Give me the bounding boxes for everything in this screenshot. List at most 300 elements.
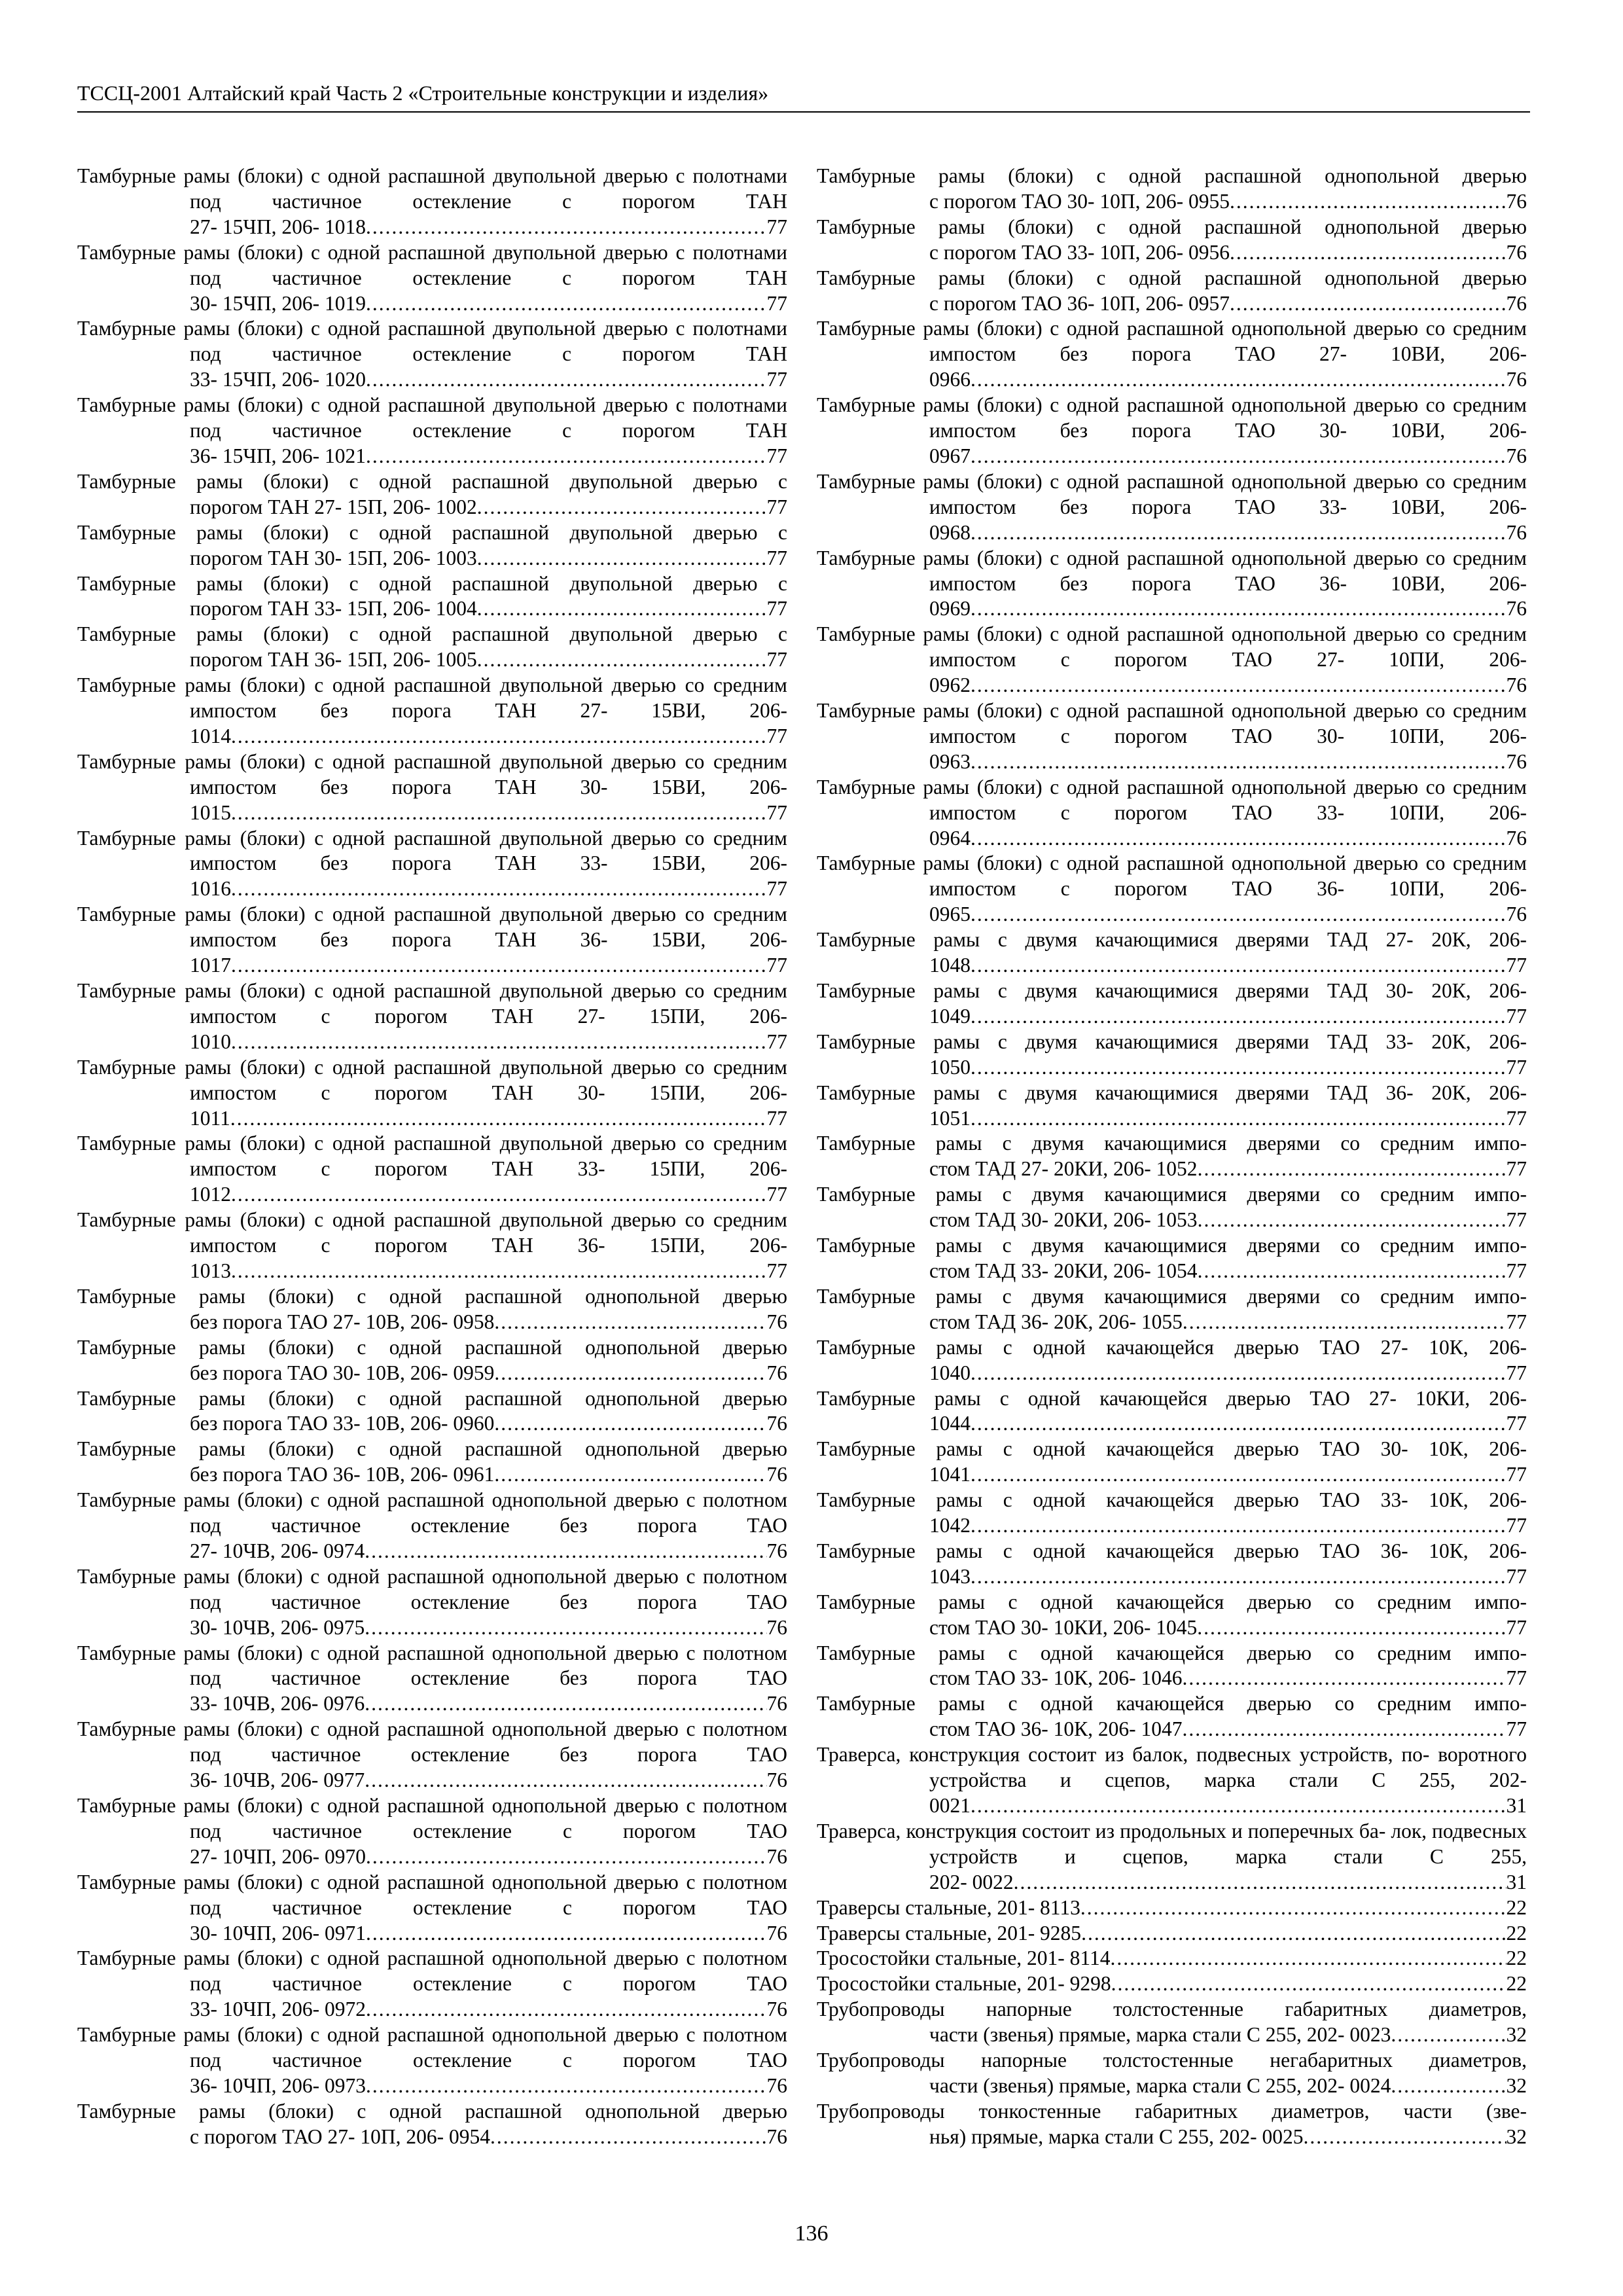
leader-dots — [971, 1462, 1507, 1488]
index-entry-text: Тамбурные рамы с двумя качающимися дверями ТАД 33- 20К, 206- — [817, 1030, 1527, 1053]
index-entry-text: Тамбурные рамы (блоки) с одной распашной двупольной дверью с полотнами под частичное остекление с порогом ТАН — [77, 164, 787, 213]
index-entry-text: Тамбурные рамы с одной качающейся дверью ТАО 27- 10КИ, 206- — [817, 1386, 1527, 1410]
index-entry-text: Тамбурные рамы (блоки) с одной распашной двупольной дверью с — [77, 469, 787, 493]
index-entry-reference: 30- 10ЧВ, 206- 0975 — [190, 1615, 365, 1639]
leader-dots — [477, 596, 767, 622]
index-entry-page: 77 — [766, 1030, 787, 1053]
index-entry-last-line — [929, 1870, 1527, 1895]
index-entry — [77, 571, 787, 622]
index-entry-last-line — [929, 1717, 1527, 1742]
index-entry-text: Тамбурные рамы (блоки) с одной распашной однопольной дверью с полотном под частичное остекление с порогом ТАО — [77, 1794, 787, 1842]
index-entry-reference: 1016 — [190, 877, 231, 901]
index-entry-text: Трубопроводы напорные толстостенные негабаритных диаметров, — [817, 2049, 1527, 2072]
index-entry-text: Тамбурные рамы (блоки) с одной распашной однопольной дверью со средним импостом без порога ТАО 36- 10ВИ, 206- — [817, 546, 1527, 595]
index-entry-last-line — [190, 1844, 787, 1870]
leader-dots — [1391, 2022, 1506, 2048]
page-number: 136 — [794, 2221, 829, 2246]
index-entry-reference: без порога ТАО 36- 10В, 206- 0961 — [190, 1463, 495, 1486]
index-entry-page: 77 — [1506, 954, 1527, 977]
leader-dots — [494, 1411, 766, 1437]
index-entry-reference: 1017 — [190, 954, 231, 977]
index-entry-page: 77 — [766, 954, 787, 977]
index-entry-reference: 33- 10ЧП, 206- 0972 — [190, 1998, 366, 2021]
index-entry-reference: 30- 10ЧП, 206- 0971 — [190, 1921, 366, 1945]
index-entry-page: 77 — [766, 291, 787, 315]
index-entry-reference: Траверсы стальные, 201- 9285 — [817, 1921, 1082, 1945]
index-entry-reference: Тросостойки стальные, 201- 9298 — [817, 1972, 1111, 1996]
index-entry-text: Тамбурные рамы (блоки) с одной распашной двупольной дверью с полотнами под частичное остекление с порогом ТАН — [77, 317, 787, 366]
leader-dots — [1183, 1717, 1507, 1742]
index-entry-page: 76 — [1506, 749, 1527, 773]
leader-dots — [1183, 1666, 1507, 1691]
index-entry-text: Тамбурные рамы (блоки) с одной распашной двупольной дверью со средним импостом с порогом ТАН 30- 15ПИ, 206- — [77, 1055, 787, 1104]
index-entry-page: 22 — [1506, 1921, 1527, 1945]
index-entry-last-line — [929, 2073, 1527, 2099]
index-entry-last-line — [190, 2125, 787, 2150]
index-entry — [77, 902, 787, 978]
index-entry-page: 76 — [1506, 189, 1527, 213]
index-entry-text: Тамбурные рамы (блоки) с одной распашной двупольной дверью с — [77, 622, 787, 646]
index-entry — [77, 673, 787, 749]
index-entry-text: Тамбурные рамы (блоки) с одной распашной двупольной дверью с полотнами под частичное остекление с порогом ТАН — [77, 240, 787, 289]
index-entry-last-line — [929, 520, 1527, 546]
index-entry — [817, 215, 1527, 266]
index-entry-text: Тамбурные рамы (блоки) с одной распашной однопольной дверью — [77, 1284, 787, 1308]
index-entry-last-line — [929, 240, 1527, 266]
index-entry-last-line — [190, 724, 787, 749]
index-entry-page: 76 — [766, 2073, 787, 2097]
leader-dots — [230, 1106, 767, 1132]
index-entry-reference: 1043 — [929, 1564, 971, 1588]
index-entry — [817, 266, 1527, 317]
index-entry-last-line — [929, 1564, 1527, 1590]
leader-dots — [494, 1462, 766, 1488]
index-entry-page: 76 — [766, 1692, 787, 1715]
index-entry — [817, 1081, 1527, 1132]
index-entry-page: 77 — [766, 597, 787, 620]
index-entry — [817, 1997, 1527, 2048]
index-entry-last-line — [190, 367, 787, 393]
index-entry-last-line — [190, 546, 787, 571]
index-entry-text: Трубопроводы тонкостенные габаритных диаметров, части (зве- — [817, 2099, 1527, 2123]
leader-dots — [1230, 291, 1506, 317]
index-entry — [817, 1488, 1527, 1539]
index-entry-text: Тамбурные рамы (блоки) с одной распашной однопольной дверью с полотном под частичное остекление без порога ТАО — [77, 1488, 787, 1537]
index-entry-text: Тамбурные рамы с двумя качающимися дверями ТАД 30- 20К, 206- — [817, 979, 1527, 1002]
leader-dots — [1198, 1259, 1507, 1284]
index-entry-page: 77 — [1506, 1564, 1527, 1588]
index-entry-last-line — [817, 1895, 1527, 1921]
index-entry-last-line — [190, 1462, 787, 1488]
index-entry — [817, 393, 1527, 469]
index-entry-page: 77 — [1506, 1412, 1527, 1435]
index-entry-reference: 36- 10ЧП, 206- 0973 — [190, 2073, 366, 2097]
index-entry-last-line — [929, 1259, 1527, 1284]
index-entry-text: Тамбурные рамы с двумя качающимися дверями со средним импо- — [817, 1284, 1527, 1308]
running-header — [77, 72, 1530, 113]
index-entry-last-line — [190, 1259, 787, 1284]
index-entry — [77, 2022, 787, 2099]
index-entry-text: Тамбурные рамы с двумя качающимися дверями со средним импо- — [817, 1132, 1527, 1155]
index-entry-reference: 202- 0022 — [929, 1870, 1014, 1893]
index-entry-last-line — [190, 1691, 787, 1717]
index-entry-last-line — [929, 953, 1527, 978]
index-entry — [77, 240, 787, 317]
leader-dots — [971, 826, 1507, 852]
index-entry-text: Тамбурные рамы с двумя качающимися дверями ТАД 27- 20К, 206- — [817, 928, 1527, 952]
index-entry-page: 77 — [766, 800, 787, 824]
index-entry-page: 77 — [766, 546, 787, 569]
index-entry-page: 76 — [1506, 368, 1527, 391]
index-entry-page: 31 — [1506, 1794, 1527, 1817]
leader-dots — [1198, 1157, 1507, 1182]
index-entry — [817, 1742, 1527, 1819]
index-entry-last-line — [190, 876, 787, 902]
index-entry-text: Тамбурные рамы (блоки) с одной распашной однопольной дверью с полотном под частичное остекление с порогом ТАО — [77, 1870, 787, 1919]
index-entry-reference: 0962 — [929, 673, 971, 697]
leader-dots — [1230, 240, 1506, 266]
leader-dots — [971, 367, 1507, 393]
leader-dots — [971, 596, 1507, 622]
leader-dots — [366, 2073, 767, 2099]
index-entry-last-line — [929, 444, 1527, 469]
index-entry-text: Тамбурные рамы с одной качающейся дверью со средним импо- — [817, 1641, 1527, 1664]
index-entry-last-line — [190, 1921, 787, 1946]
leader-dots — [971, 902, 1507, 927]
index-entry-reference: 1044 — [929, 1412, 971, 1435]
index-entry-last-line — [929, 1055, 1527, 1081]
index-entry-reference: 1014 — [190, 724, 231, 747]
leader-dots — [1111, 1971, 1507, 1997]
index-entry-reference: с порогом ТАО 33- 10П, 206- 0956 — [929, 240, 1230, 264]
index-entry-page: 77 — [1506, 1310, 1527, 1333]
index-entry — [77, 1793, 787, 1870]
index-entry — [817, 1386, 1527, 1437]
index-entry-page: 76 — [766, 1768, 787, 1792]
index-entry-page: 76 — [766, 1310, 787, 1333]
index-entry-page: 76 — [766, 1844, 787, 1868]
leader-dots — [1303, 2125, 1506, 2150]
index-entry-last-line — [929, 596, 1527, 622]
index-entry-last-line — [190, 1997, 787, 2022]
index-entry-reference: с порогом ТАО 27- 10П, 206- 0954 — [190, 2125, 491, 2148]
leader-dots — [365, 1768, 766, 1793]
index-entry-reference: порогом ТАН 27- 15П, 206- 1002 — [190, 495, 477, 518]
index-entry-last-line — [929, 673, 1527, 698]
index-entry — [817, 164, 1527, 215]
index-entry-page: 22 — [1506, 1972, 1527, 1996]
index-entry-page: 32 — [1506, 2125, 1527, 2148]
index-entry — [817, 851, 1527, 927]
index-entry-page: 76 — [1506, 903, 1527, 926]
index-entry-reference: 1015 — [190, 800, 231, 824]
index-entry-text: Тамбурные рамы (блоки) с одной распашной однопольной дверью со средним импостом с порогом ТАО 27- 10ПИ, 206- — [817, 622, 1527, 672]
leader-dots — [1080, 1895, 1507, 1921]
index-entry-page: 76 — [1506, 520, 1527, 544]
index-entry-reference: 1040 — [929, 1361, 971, 1384]
index-entry-page: 77 — [766, 1259, 787, 1282]
index-entry-page: 31 — [1506, 1870, 1527, 1893]
leader-dots — [971, 953, 1507, 978]
index-entry — [817, 698, 1527, 775]
leader-dots — [971, 749, 1507, 775]
index-entry — [77, 1717, 787, 1793]
index-entry-text: Тамбурные рамы с двумя качающимися дверями ТАД 36- 20К, 206- — [817, 1081, 1527, 1104]
index-entry — [817, 1895, 1527, 1921]
index-entry — [817, 2048, 1527, 2099]
header-title: ТССЦ-2001 Алтайский край Часть 2 «Строительные конструкции и изделия» — [77, 81, 769, 105]
index-entry-page: 76 — [766, 1412, 787, 1435]
index-entry-last-line — [929, 2125, 1527, 2150]
index-entry — [77, 316, 787, 393]
index-entry-page: 76 — [766, 1539, 787, 1562]
index-entry-page: 77 — [1506, 1157, 1527, 1181]
index-entry-text: Тамбурные рамы (блоки) с одной распашной однопольной дверью со средним импостом с порогом ТАО 36- 10ПИ, 206- — [817, 852, 1527, 901]
index-entry — [817, 1539, 1527, 1590]
index-entry-reference: 0021 — [929, 1794, 971, 1817]
index-entry — [77, 1055, 787, 1132]
index-entry-reference: стом ТАД 27- 20КИ, 206- 1052 — [929, 1157, 1198, 1181]
leader-dots — [365, 1539, 766, 1564]
index-entry-last-line — [190, 1539, 787, 1564]
index-entry-last-line — [929, 291, 1527, 317]
index-entry-text: Тамбурные рамы (блоки) с одной распашной однопольной дверью с полотном под частичное остекление без порога ТАО — [77, 1564, 787, 1613]
leader-dots — [366, 291, 767, 317]
index-entry-reference: 1042 — [929, 1514, 971, 1537]
index-entry-page: 77 — [766, 495, 787, 518]
index-entry-text: Траверса, конструкция состоит из продольных и поперечных ба- лок, подвесных устройств и сцепов, марка стали С 255, — [817, 1819, 1527, 1868]
leader-dots — [971, 1361, 1507, 1386]
index-entry — [817, 1921, 1527, 1946]
leader-dots — [231, 724, 767, 749]
index-column-left — [77, 164, 787, 2150]
leader-dots — [365, 1615, 766, 1641]
index-entry-last-line — [190, 2073, 787, 2099]
index-entry-page: 76 — [766, 1998, 787, 2021]
index-entry — [817, 1284, 1527, 1335]
index-entry — [77, 1641, 787, 1717]
leader-dots — [971, 1004, 1507, 1030]
index-entry — [77, 1437, 787, 1488]
index-entry-reference: 1012 — [190, 1183, 231, 1206]
leader-dots — [1198, 1208, 1507, 1233]
index-entry-last-line — [190, 1310, 787, 1335]
index-entry — [817, 927, 1527, 978]
index-entry — [77, 393, 787, 469]
index-entry-text: Тамбурные рамы (блоки) с одной распашной однопольной дверью — [77, 2099, 787, 2123]
index-entry-text: Тамбурные рамы (блоки) с одной распашной двупольной дверью со средним импостом с порогом ТАН 27- 15ПИ, 206- — [77, 979, 787, 1028]
leader-dots — [494, 1310, 766, 1335]
leader-dots — [231, 1259, 767, 1284]
index-entry — [817, 316, 1527, 393]
index-entry-text: Тамбурные рамы (блоки) с одной распашной двупольной дверью с — [77, 520, 787, 544]
index-entry — [817, 1335, 1527, 1386]
index-entry-text: Траверса, конструкция состоит из балок, подвесных устройств, по- воротного устройства и сцепов, марка стали С 255, 202- — [817, 1743, 1527, 1792]
index-entry-page: 77 — [766, 877, 787, 901]
index-entry-page: 76 — [1506, 673, 1527, 697]
index-entry-page: 77 — [1506, 1259, 1527, 1282]
leader-dots — [477, 546, 767, 571]
index-entry-reference: стом ТАО 36- 10К, 206- 1047 — [929, 1717, 1183, 1741]
index-entry-page: 76 — [1506, 826, 1527, 850]
leader-dots — [971, 1106, 1507, 1132]
leader-dots — [231, 953, 767, 978]
index-entry-reference: 27- 10ЧВ, 206- 0974 — [190, 1539, 365, 1562]
index-entry-page: 77 — [1506, 1208, 1527, 1232]
index-entry-last-line — [929, 367, 1527, 393]
index-entry-page: 32 — [1506, 2073, 1527, 2097]
leader-dots — [971, 520, 1507, 546]
index-entry-page: 77 — [1506, 1361, 1527, 1384]
index-entry-text: Тамбурные рамы с одной качающейся дверью ТАО 33- 10К, 206- — [817, 1488, 1527, 1512]
index-entry-text: Тамбурные рамы (блоки) с одной распашной однопольной дверью с полотном под частичное остекление без порога ТАО — [77, 1717, 787, 1767]
leader-dots — [971, 1564, 1507, 1590]
index-entry-page: 76 — [766, 2125, 787, 2148]
leader-dots — [490, 2125, 766, 2150]
index-entry-page: 77 — [1506, 1615, 1527, 1639]
index-entry-reference: 36- 15ЧП, 206- 1021 — [190, 444, 366, 467]
leader-dots — [971, 1793, 1507, 1819]
index-entry-reference: 36- 10ЧВ, 206- 0977 — [190, 1768, 365, 1792]
leader-dots — [366, 215, 767, 240]
index-entry-reference: 0965 — [929, 903, 971, 926]
index-entry-reference: 1051 — [929, 1106, 971, 1130]
index-entry-text: Тамбурные рамы (блоки) с одной распашной однопольной дверью — [77, 1386, 787, 1410]
index-entry — [77, 622, 787, 673]
index-column-right — [817, 164, 1527, 2150]
index-entry-page: 77 — [1506, 1463, 1527, 1486]
index-entry — [817, 1182, 1527, 1233]
index-entry-text: Тамбурные рамы (блоки) с одной распашной однопольной дверью — [77, 1437, 787, 1461]
index-entry-reference: части (звенья) прямые, марка стали С 255, 202- 0023 — [929, 2023, 1391, 2047]
index-entry-reference: 1048 — [929, 954, 971, 977]
index-entry — [817, 2099, 1527, 2150]
leader-dots — [477, 495, 767, 520]
index-entry-page: 32 — [1506, 2023, 1527, 2047]
index-entry-last-line — [929, 1615, 1527, 1641]
index-entry-text: Тамбурные рамы (блоки) с одной распашной однопольной дверью с полотном под частичное остекление с порогом ТАО — [77, 2023, 787, 2072]
index-entry-last-line — [190, 800, 787, 826]
index-entry — [77, 826, 787, 903]
index-entry — [77, 1488, 787, 1564]
index-entry-reference: 0963 — [929, 749, 971, 773]
leader-dots — [231, 876, 767, 902]
index-entry-last-line — [190, 1768, 787, 1793]
index-entry — [77, 1335, 787, 1386]
index-entry-reference: 1041 — [929, 1463, 971, 1486]
index-entry — [817, 1590, 1527, 1641]
index-entry-last-line — [817, 1971, 1527, 1997]
index-entry-text: Тамбурные рамы (блоки) с одной распашной двупольной дверью со средним импостом без порога ТАН 36- 15ВИ, 206- — [77, 903, 787, 952]
index-entry-last-line — [929, 1004, 1527, 1030]
index-entry — [817, 622, 1527, 698]
leader-dots — [366, 367, 767, 393]
leader-dots — [971, 1513, 1507, 1539]
index-entry-reference: 27- 15ЧП, 206- 1018 — [190, 215, 366, 238]
index-entry-text: Тамбурные рамы с одной качающейся дверью со средним импо- — [817, 1692, 1527, 1715]
index-entry-last-line — [929, 902, 1527, 927]
index-entry-reference: Траверсы стальные, 201- 8113 — [817, 1895, 1080, 1919]
index-entry-last-line — [929, 1310, 1527, 1335]
index-entry-reference: без порога ТАО 33- 10В, 206- 0960 — [190, 1412, 495, 1435]
index-entry-text: Тамбурные рамы (блоки) с одной распашной однопольной дверью — [817, 215, 1527, 238]
index-entry-page: 76 — [1506, 444, 1527, 467]
index-entry-text: Тамбурные рамы с одной качающейся дверью ТАО 30- 10К, 206- — [817, 1437, 1527, 1461]
index-entry-reference: 0964 — [929, 826, 971, 850]
leader-dots — [1183, 1310, 1507, 1335]
index-entry-page: 76 — [766, 1615, 787, 1639]
index-entry-reference: 33- 15ЧП, 206- 1020 — [190, 368, 366, 391]
index-entry-reference: без порога ТАО 27- 10В, 206- 0958 — [190, 1310, 495, 1333]
index-entry-last-line — [929, 1208, 1527, 1233]
index-entry-last-line — [190, 1411, 787, 1437]
index-entry-reference: порогом ТАН 36- 15П, 206- 1005 — [190, 648, 477, 672]
index-entry — [77, 520, 787, 571]
index-entry — [817, 469, 1527, 546]
index-entry-text: Тамбурные рамы с одной качающейся дверью ТАО 36- 10К, 206- — [817, 1539, 1527, 1562]
index-entry — [817, 1641, 1527, 1692]
index-entry-text: Тамбурные рамы (блоки) с одной распашной двупольной дверью со средним импостом с порогом ТАН 33- 15ПИ, 206- — [77, 1132, 787, 1181]
index-entry — [817, 978, 1527, 1030]
index-entry-last-line — [190, 1030, 787, 1055]
leader-dots — [1111, 1946, 1507, 1971]
index-entry-reference: с порогом ТАО 30- 10П, 206- 0955 — [929, 189, 1230, 213]
index-entry-text: Тамбурные рамы (блоки) с одной распашной однопольной дверью со средним импостом с порогом ТАО 30- 10ПИ, 206- — [817, 699, 1527, 747]
index-entry-last-line — [929, 1793, 1527, 1819]
index-entry-last-line — [929, 1462, 1527, 1488]
index-entry-last-line — [190, 953, 787, 978]
index-entry-page: 77 — [1506, 1514, 1527, 1537]
index-entry-page: 77 — [1506, 1106, 1527, 1130]
index-entry-text: Трубопроводы напорные толстостенные габаритных диаметров, — [817, 1998, 1527, 2021]
index-entry-page: 77 — [766, 215, 787, 238]
index-entry-text: Тамбурные рамы с двумя качающимися дверями со средним импо- — [817, 1234, 1527, 1257]
index-entry-last-line — [190, 291, 787, 317]
index-entry-reference: с порогом ТАО 36- 10П, 206- 0957 — [929, 291, 1230, 315]
index-entry — [817, 1691, 1527, 1742]
index-entry-text: Тамбурные рамы (блоки) с одной распашной двупольной дверью со средним импостом без порога ТАН 27- 15ВИ, 206- — [77, 673, 787, 723]
index-entry — [77, 1564, 787, 1641]
index-entry-page: 77 — [1506, 1666, 1527, 1690]
index-entry-text: Тамбурные рамы (блоки) с одной распашной двупольной дверью со средним импостом с порогом ТАН 36- 15ПИ, 206- — [77, 1208, 787, 1257]
leader-dots — [1014, 1870, 1507, 1895]
index-entry-text: Тамбурные рамы (блоки) с одной распашной однопольной дверью с полотном под частичное остекление без порога ТАО — [77, 1641, 787, 1690]
leader-dots — [971, 1411, 1507, 1437]
index-entry-text: Тамбурные рамы с одной качающейся дверью со средним импо- — [817, 1590, 1527, 1613]
index-entry-page: 76 — [1506, 291, 1527, 315]
index-entry-reference: нья) прямые, марка стали С 255, 202- 0025 — [929, 2125, 1304, 2148]
index-entry-reference: порогом ТАН 33- 15П, 206- 1004 — [190, 597, 477, 620]
index-entry-text: Тамбурные рамы (блоки) с одной распашной однопольной дверью со средним импостом без порога ТАО 33- 10ВИ, 206- — [817, 469, 1527, 518]
index-entry — [77, 164, 787, 240]
index-entry-reference: без порога ТАО 30- 10В, 206- 0959 — [190, 1361, 495, 1384]
index-entry-reference: 1049 — [929, 1004, 971, 1028]
index-entry-last-line — [190, 647, 787, 673]
index-entry — [77, 1946, 787, 2022]
leader-dots — [1230, 189, 1506, 215]
leader-dots — [231, 1182, 767, 1208]
leader-dots — [1391, 2073, 1506, 2099]
index-entry-reference: 1010 — [190, 1030, 231, 1053]
leader-dots — [366, 1844, 767, 1870]
index-entry-last-line — [929, 2022, 1527, 2048]
index-entry-last-line — [817, 1946, 1527, 1971]
index-entry — [77, 1208, 787, 1284]
index-entry-text: Тамбурные рамы (блоки) с одной распашной однопольной дверью — [817, 164, 1527, 187]
index-entry-page: 76 — [1506, 240, 1527, 264]
index-entry — [817, 1233, 1527, 1284]
index-entry-text: Тамбурные рамы (блоки) с одной распашной однопольной дверью со средним импостом без порога ТАО 27- 10ВИ, 206- — [817, 317, 1527, 366]
